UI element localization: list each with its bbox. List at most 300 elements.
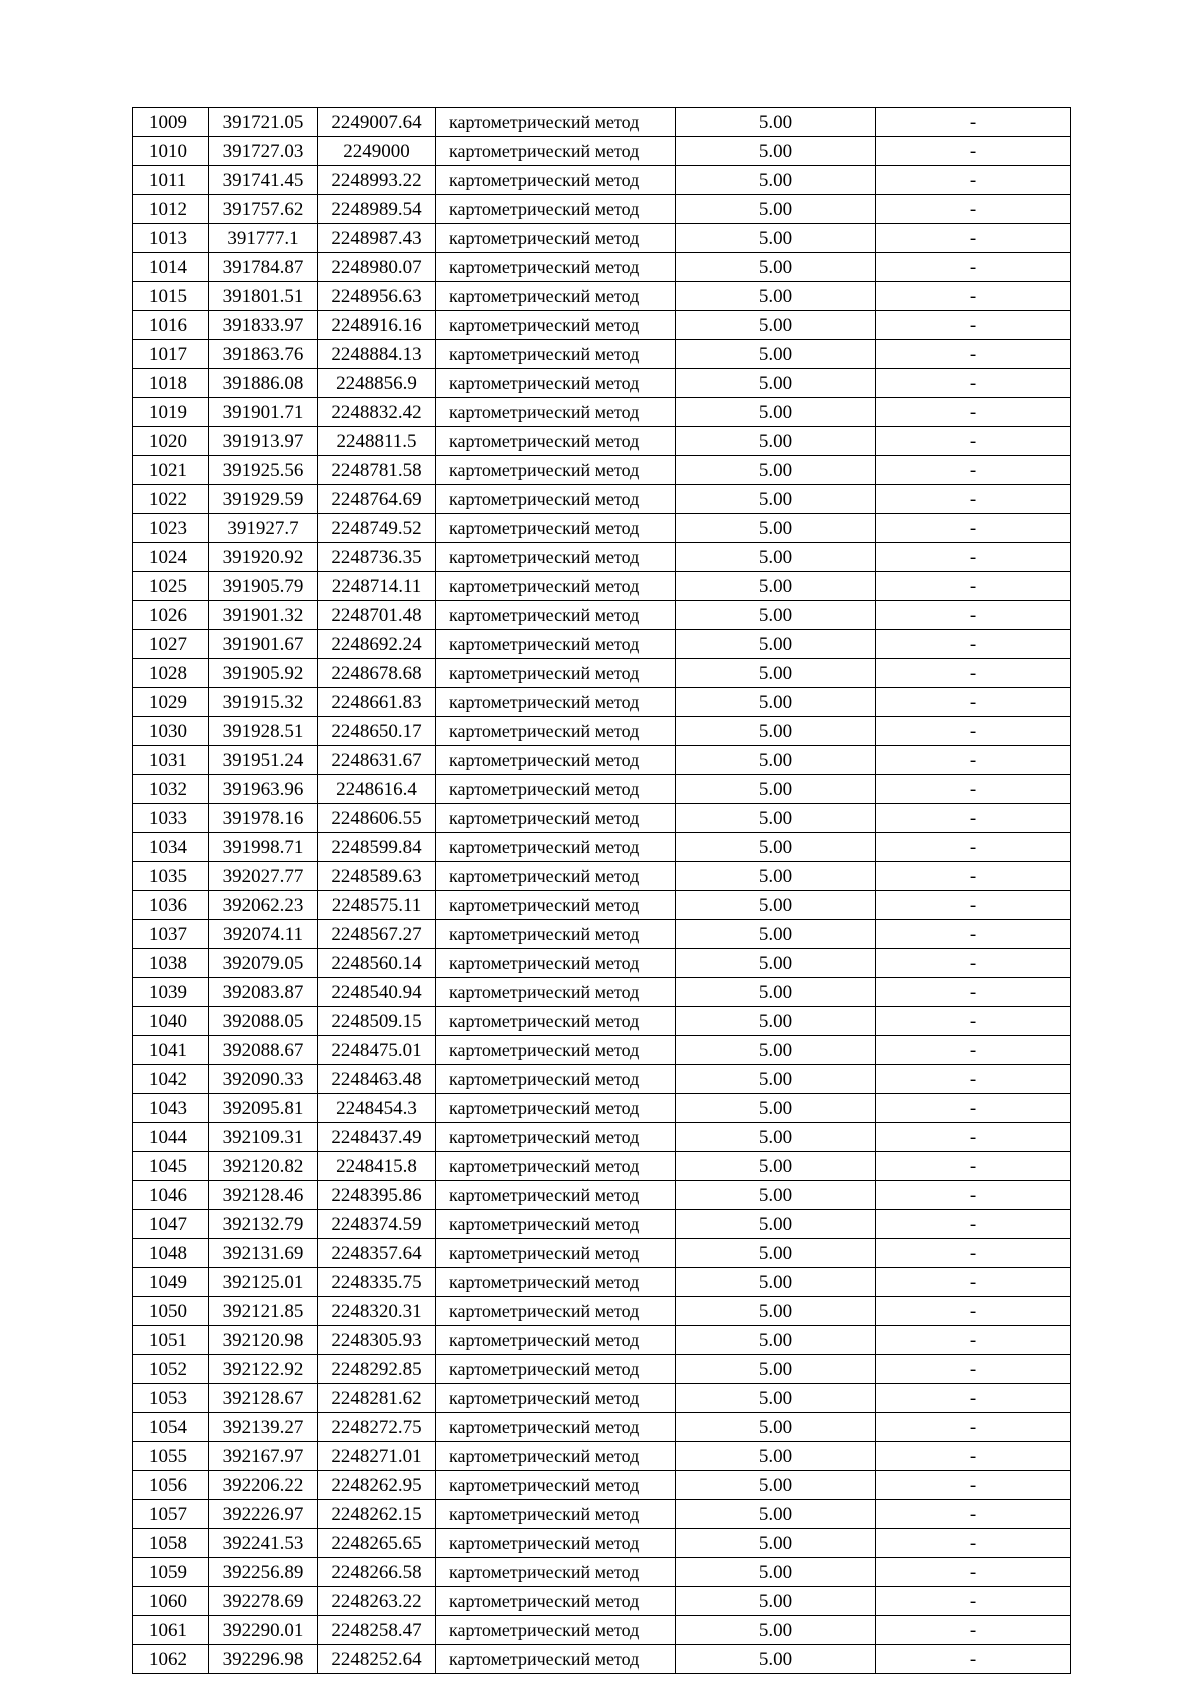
y-coordinate-cell: 2248509.15 <box>318 1007 436 1036</box>
x-coordinate-cell: 391929.59 <box>209 485 318 514</box>
point-number-cell: 1036 <box>133 891 209 920</box>
x-coordinate-cell: 392062.23 <box>209 891 318 920</box>
note-cell: - <box>876 1326 1071 1355</box>
x-coordinate-cell: 392167.97 <box>209 1442 318 1471</box>
method-cell: картометрический метод <box>436 1036 676 1065</box>
accuracy-cell: 5.00 <box>676 1500 876 1529</box>
point-number-cell: 1054 <box>133 1413 209 1442</box>
point-number-cell: 1013 <box>133 224 209 253</box>
point-number-cell: 1030 <box>133 717 209 746</box>
x-coordinate-cell: 391901.32 <box>209 601 318 630</box>
method-cell: картометрический метод <box>436 601 676 630</box>
note-cell: - <box>876 1355 1071 1384</box>
point-number-cell: 1041 <box>133 1036 209 1065</box>
method-cell: картометрический метод <box>436 369 676 398</box>
table-row <box>133 108 1071 137</box>
accuracy-cell: 5.00 <box>676 630 876 659</box>
y-coordinate-cell: 2248980.07 <box>318 253 436 282</box>
note-cell: - <box>876 311 1071 340</box>
y-coordinate-cell: 2248764.69 <box>318 485 436 514</box>
x-coordinate-cell: 392206.22 <box>209 1471 318 1500</box>
x-coordinate-cell: 391886.08 <box>209 369 318 398</box>
y-coordinate-cell: 2248616.4 <box>318 775 436 804</box>
method-cell: картометрический метод <box>436 746 676 775</box>
y-coordinate-cell: 2248884.13 <box>318 340 436 369</box>
point-number-cell: 1027 <box>133 630 209 659</box>
x-coordinate-cell: 392083.87 <box>209 978 318 1007</box>
point-number-cell: 1018 <box>133 369 209 398</box>
table-row <box>133 514 1071 543</box>
x-coordinate-cell: 391920.92 <box>209 543 318 572</box>
note-cell: - <box>876 166 1071 195</box>
point-number-cell: 1016 <box>133 311 209 340</box>
method-cell: картометрический метод <box>436 862 676 891</box>
x-coordinate-cell: 391727.03 <box>209 137 318 166</box>
x-coordinate-cell: 392290.01 <box>209 1616 318 1645</box>
note-cell: - <box>876 398 1071 427</box>
y-coordinate-cell: 2248266.58 <box>318 1558 436 1587</box>
x-coordinate-cell: 391784.87 <box>209 253 318 282</box>
x-coordinate-cell: 392027.77 <box>209 862 318 891</box>
table-row <box>133 1587 1071 1616</box>
point-number-cell: 1055 <box>133 1442 209 1471</box>
point-number-cell: 1043 <box>133 1094 209 1123</box>
accuracy-cell: 5.00 <box>676 108 876 137</box>
method-cell: картометрический метод <box>436 775 676 804</box>
note-cell: - <box>876 485 1071 514</box>
note-cell: - <box>876 1152 1071 1181</box>
x-coordinate-cell: 391913.97 <box>209 427 318 456</box>
table-row <box>133 1036 1071 1065</box>
point-number-cell: 1019 <box>133 398 209 427</box>
y-coordinate-cell: 2248475.01 <box>318 1036 436 1065</box>
point-number-cell: 1060 <box>133 1587 209 1616</box>
method-cell: картометрический метод <box>436 1152 676 1181</box>
accuracy-cell: 5.00 <box>676 1152 876 1181</box>
method-cell: картометрический метод <box>436 1587 676 1616</box>
note-cell: - <box>876 1036 1071 1065</box>
x-coordinate-cell: 392226.97 <box>209 1500 318 1529</box>
x-coordinate-cell: 392079.05 <box>209 949 318 978</box>
accuracy-cell: 5.00 <box>676 485 876 514</box>
table-row <box>133 166 1071 195</box>
table-row <box>133 1558 1071 1587</box>
x-coordinate-cell: 391777.1 <box>209 224 318 253</box>
y-coordinate-cell: 2248454.3 <box>318 1094 436 1123</box>
point-number-cell: 1024 <box>133 543 209 572</box>
accuracy-cell: 5.00 <box>676 369 876 398</box>
y-coordinate-cell: 2248575.11 <box>318 891 436 920</box>
table-row <box>133 282 1071 311</box>
y-coordinate-cell: 2248856.9 <box>318 369 436 398</box>
accuracy-cell: 5.00 <box>676 746 876 775</box>
y-coordinate-cell: 2248692.24 <box>318 630 436 659</box>
point-number-cell: 1053 <box>133 1384 209 1413</box>
point-number-cell: 1062 <box>133 1645 209 1674</box>
table-row <box>133 195 1071 224</box>
y-coordinate-cell: 2248560.14 <box>318 949 436 978</box>
accuracy-cell: 5.00 <box>676 1268 876 1297</box>
note-cell: - <box>876 1413 1071 1442</box>
table-row <box>133 978 1071 1007</box>
y-coordinate-cell: 2248258.47 <box>318 1616 436 1645</box>
method-cell: картометрический метод <box>436 137 676 166</box>
note-cell: - <box>876 1210 1071 1239</box>
method-cell: картометрический метод <box>436 224 676 253</box>
accuracy-cell: 5.00 <box>676 1471 876 1500</box>
method-cell: картометрический метод <box>436 833 676 862</box>
accuracy-cell: 5.00 <box>676 775 876 804</box>
x-coordinate-cell: 391901.71 <box>209 398 318 427</box>
method-cell: картометрический метод <box>436 1065 676 1094</box>
method-cell: картометрический метод <box>436 543 676 572</box>
note-cell: - <box>876 108 1071 137</box>
note-cell: - <box>876 659 1071 688</box>
point-number-cell: 1058 <box>133 1529 209 1558</box>
table-row <box>133 1442 1071 1471</box>
note-cell: - <box>876 1616 1071 1645</box>
point-number-cell: 1044 <box>133 1123 209 1152</box>
method-cell: картометрический метод <box>436 1529 676 1558</box>
x-coordinate-cell: 392132.79 <box>209 1210 318 1239</box>
y-coordinate-cell: 2248265.65 <box>318 1529 436 1558</box>
table-row <box>133 1297 1071 1326</box>
table-row <box>133 949 1071 978</box>
point-number-cell: 1023 <box>133 514 209 543</box>
method-cell: картометрический метод <box>436 340 676 369</box>
method-cell: картометрический метод <box>436 1471 676 1500</box>
x-coordinate-cell: 392131.69 <box>209 1239 318 1268</box>
x-coordinate-cell: 391925.56 <box>209 456 318 485</box>
y-coordinate-cell: 2248540.94 <box>318 978 436 1007</box>
method-cell: картометрический метод <box>436 514 676 543</box>
y-coordinate-cell: 2248916.16 <box>318 311 436 340</box>
method-cell: картометрический метод <box>436 920 676 949</box>
table-row <box>133 253 1071 282</box>
x-coordinate-cell: 391721.05 <box>209 108 318 137</box>
point-number-cell: 1009 <box>133 108 209 137</box>
method-cell: картометрический метод <box>436 1181 676 1210</box>
table-row <box>133 1529 1071 1558</box>
note-cell: - <box>876 1500 1071 1529</box>
method-cell: картометрический метод <box>436 1384 676 1413</box>
y-coordinate-cell: 2248272.75 <box>318 1413 436 1442</box>
method-cell: картометрический метод <box>436 398 676 427</box>
note-cell: - <box>876 630 1071 659</box>
accuracy-cell: 5.00 <box>676 572 876 601</box>
point-number-cell: 1051 <box>133 1326 209 1355</box>
accuracy-cell: 5.00 <box>676 717 876 746</box>
table-row <box>133 688 1071 717</box>
note-cell: - <box>876 833 1071 862</box>
table-row <box>133 456 1071 485</box>
y-coordinate-cell: 2248395.86 <box>318 1181 436 1210</box>
accuracy-cell: 5.00 <box>676 1007 876 1036</box>
method-cell: картометрический метод <box>436 108 676 137</box>
note-cell: - <box>876 1442 1071 1471</box>
note-cell: - <box>876 1558 1071 1587</box>
method-cell: картометрический метод <box>436 1210 676 1239</box>
x-coordinate-cell: 391863.76 <box>209 340 318 369</box>
point-number-cell: 1059 <box>133 1558 209 1587</box>
table-row <box>133 630 1071 659</box>
note-cell: - <box>876 949 1071 978</box>
method-cell: картометрический метод <box>436 630 676 659</box>
point-number-cell: 1017 <box>133 340 209 369</box>
accuracy-cell: 5.00 <box>676 804 876 833</box>
y-coordinate-cell: 2248589.63 <box>318 862 436 891</box>
accuracy-cell: 5.00 <box>676 224 876 253</box>
method-cell: картометрический метод <box>436 311 676 340</box>
y-coordinate-cell: 2248599.84 <box>318 833 436 862</box>
y-coordinate-cell: 2248374.59 <box>318 1210 436 1239</box>
accuracy-cell: 5.00 <box>676 1587 876 1616</box>
x-coordinate-cell: 392128.46 <box>209 1181 318 1210</box>
accuracy-cell: 5.00 <box>676 862 876 891</box>
table-row <box>133 1094 1071 1123</box>
table-row <box>133 659 1071 688</box>
point-number-cell: 1035 <box>133 862 209 891</box>
y-coordinate-cell: 2248281.62 <box>318 1384 436 1413</box>
table-row <box>133 485 1071 514</box>
x-coordinate-cell: 392095.81 <box>209 1094 318 1123</box>
note-cell: - <box>876 427 1071 456</box>
accuracy-cell: 5.00 <box>676 1094 876 1123</box>
method-cell: картометрический метод <box>436 1413 676 1442</box>
note-cell: - <box>876 369 1071 398</box>
x-coordinate-cell: 391928.51 <box>209 717 318 746</box>
accuracy-cell: 5.00 <box>676 166 876 195</box>
note-cell: - <box>876 1268 1071 1297</box>
table-row <box>133 746 1071 775</box>
accuracy-cell: 5.00 <box>676 1326 876 1355</box>
y-coordinate-cell: 2248631.67 <box>318 746 436 775</box>
table-row <box>133 1355 1071 1384</box>
point-number-cell: 1049 <box>133 1268 209 1297</box>
accuracy-cell: 5.00 <box>676 398 876 427</box>
point-number-cell: 1031 <box>133 746 209 775</box>
note-cell: - <box>876 253 1071 282</box>
method-cell: картометрический метод <box>436 891 676 920</box>
y-coordinate-cell: 2249000 <box>318 137 436 166</box>
point-number-cell: 1050 <box>133 1297 209 1326</box>
table-row <box>133 572 1071 601</box>
accuracy-cell: 5.00 <box>676 1645 876 1674</box>
accuracy-cell: 5.00 <box>676 1384 876 1413</box>
accuracy-cell: 5.00 <box>676 1616 876 1645</box>
method-cell: картометрический метод <box>436 195 676 224</box>
accuracy-cell: 5.00 <box>676 659 876 688</box>
y-coordinate-cell: 2248956.63 <box>318 282 436 311</box>
y-coordinate-cell: 2248714.11 <box>318 572 436 601</box>
point-number-cell: 1029 <box>133 688 209 717</box>
point-number-cell: 1040 <box>133 1007 209 1036</box>
accuracy-cell: 5.00 <box>676 833 876 862</box>
table-row <box>133 1268 1071 1297</box>
point-number-cell: 1012 <box>133 195 209 224</box>
method-cell: картометрический метод <box>436 688 676 717</box>
x-coordinate-cell: 391951.24 <box>209 746 318 775</box>
point-number-cell: 1022 <box>133 485 209 514</box>
table-row <box>133 717 1071 746</box>
method-cell: картометрический метод <box>436 949 676 978</box>
table-row <box>133 1471 1071 1500</box>
y-coordinate-cell: 2248832.42 <box>318 398 436 427</box>
note-cell: - <box>876 920 1071 949</box>
method-cell: картометрический метод <box>436 1007 676 1036</box>
method-cell: картометрический метод <box>436 1326 676 1355</box>
x-coordinate-cell: 392074.11 <box>209 920 318 949</box>
note-cell: - <box>876 1181 1071 1210</box>
point-number-cell: 1038 <box>133 949 209 978</box>
table-row <box>133 1007 1071 1036</box>
x-coordinate-cell: 392120.82 <box>209 1152 318 1181</box>
note-cell: - <box>876 572 1071 601</box>
x-coordinate-cell: 392120.98 <box>209 1326 318 1355</box>
note-cell: - <box>876 282 1071 311</box>
y-coordinate-cell: 2248262.95 <box>318 1471 436 1500</box>
table-row <box>133 369 1071 398</box>
method-cell: картометрический метод <box>436 1616 676 1645</box>
table-row <box>133 543 1071 572</box>
y-coordinate-cell: 2248749.52 <box>318 514 436 543</box>
table-row <box>133 398 1071 427</box>
point-number-cell: 1033 <box>133 804 209 833</box>
x-coordinate-cell: 392139.27 <box>209 1413 318 1442</box>
accuracy-cell: 5.00 <box>676 1355 876 1384</box>
table-row <box>133 1413 1071 1442</box>
accuracy-cell: 5.00 <box>676 978 876 1007</box>
accuracy-cell: 5.00 <box>676 427 876 456</box>
note-cell: - <box>876 1645 1071 1674</box>
point-number-cell: 1061 <box>133 1616 209 1645</box>
x-coordinate-cell: 392109.31 <box>209 1123 318 1152</box>
note-cell: - <box>876 862 1071 891</box>
accuracy-cell: 5.00 <box>676 195 876 224</box>
point-number-cell: 1056 <box>133 1471 209 1500</box>
x-coordinate-cell: 391833.97 <box>209 311 318 340</box>
note-cell: - <box>876 1007 1071 1036</box>
table-row <box>133 1123 1071 1152</box>
accuracy-cell: 5.00 <box>676 1558 876 1587</box>
y-coordinate-cell: 2248271.01 <box>318 1442 436 1471</box>
table-row <box>133 1239 1071 1268</box>
y-coordinate-cell: 2248263.22 <box>318 1587 436 1616</box>
x-coordinate-cell: 391905.92 <box>209 659 318 688</box>
note-cell: - <box>876 891 1071 920</box>
y-coordinate-cell: 2248437.49 <box>318 1123 436 1152</box>
y-coordinate-cell: 2248292.85 <box>318 1355 436 1384</box>
method-cell: картометрический метод <box>436 1297 676 1326</box>
point-number-cell: 1042 <box>133 1065 209 1094</box>
point-number-cell: 1039 <box>133 978 209 1007</box>
method-cell: картометрический метод <box>436 456 676 485</box>
note-cell: - <box>876 1384 1071 1413</box>
x-coordinate-cell: 391801.51 <box>209 282 318 311</box>
y-coordinate-cell: 2248993.22 <box>318 166 436 195</box>
method-cell: картометрический метод <box>436 1442 676 1471</box>
method-cell: картометрический метод <box>436 978 676 1007</box>
method-cell: картометрический метод <box>436 166 676 195</box>
point-number-cell: 1014 <box>133 253 209 282</box>
point-number-cell: 1046 <box>133 1181 209 1210</box>
note-cell: - <box>876 804 1071 833</box>
x-coordinate-cell: 392088.67 <box>209 1036 318 1065</box>
y-coordinate-cell: 2248415.8 <box>318 1152 436 1181</box>
method-cell: картометрический метод <box>436 1355 676 1384</box>
y-coordinate-cell: 2248811.5 <box>318 427 436 456</box>
accuracy-cell: 5.00 <box>676 688 876 717</box>
y-coordinate-cell: 2248305.93 <box>318 1326 436 1355</box>
accuracy-cell: 5.00 <box>676 1181 876 1210</box>
y-coordinate-cell: 2248262.15 <box>318 1500 436 1529</box>
point-number-cell: 1048 <box>133 1239 209 1268</box>
point-number-cell: 1021 <box>133 456 209 485</box>
method-cell: картометрический метод <box>436 659 676 688</box>
table-row <box>133 862 1071 891</box>
x-coordinate-cell: 391963.96 <box>209 775 318 804</box>
table-row <box>133 1645 1071 1674</box>
table-row <box>133 1616 1071 1645</box>
x-coordinate-cell: 391757.62 <box>209 195 318 224</box>
method-cell: картометрический метод <box>436 717 676 746</box>
note-cell: - <box>876 1239 1071 1268</box>
x-coordinate-cell: 391998.71 <box>209 833 318 862</box>
table-row <box>133 427 1071 456</box>
x-coordinate-cell: 391915.32 <box>209 688 318 717</box>
table-row <box>133 1065 1071 1094</box>
table-row <box>133 137 1071 166</box>
accuracy-cell: 5.00 <box>676 543 876 572</box>
y-coordinate-cell: 2248357.64 <box>318 1239 436 1268</box>
note-cell: - <box>876 717 1071 746</box>
note-cell: - <box>876 137 1071 166</box>
y-coordinate-cell: 2248701.48 <box>318 601 436 630</box>
table-row <box>133 920 1071 949</box>
note-cell: - <box>876 1065 1071 1094</box>
note-cell: - <box>876 746 1071 775</box>
accuracy-cell: 5.00 <box>676 1442 876 1471</box>
x-coordinate-cell: 391905.79 <box>209 572 318 601</box>
accuracy-cell: 5.00 <box>676 891 876 920</box>
x-coordinate-cell: 392296.98 <box>209 1645 318 1674</box>
accuracy-cell: 5.00 <box>676 282 876 311</box>
table-row <box>133 1326 1071 1355</box>
point-number-cell: 1015 <box>133 282 209 311</box>
y-coordinate-cell: 2248320.31 <box>318 1297 436 1326</box>
note-cell: - <box>876 688 1071 717</box>
y-coordinate-cell: 2248606.55 <box>318 804 436 833</box>
note-cell: - <box>876 1297 1071 1326</box>
note-cell: - <box>876 601 1071 630</box>
accuracy-cell: 5.00 <box>676 949 876 978</box>
note-cell: - <box>876 1587 1071 1616</box>
table-row <box>133 601 1071 630</box>
note-cell: - <box>876 340 1071 369</box>
accuracy-cell: 5.00 <box>676 1529 876 1558</box>
accuracy-cell: 5.00 <box>676 920 876 949</box>
accuracy-cell: 5.00 <box>676 601 876 630</box>
table-row <box>133 891 1071 920</box>
point-number-cell: 1011 <box>133 166 209 195</box>
accuracy-cell: 5.00 <box>676 311 876 340</box>
x-coordinate-cell: 392241.53 <box>209 1529 318 1558</box>
x-coordinate-cell: 392090.33 <box>209 1065 318 1094</box>
point-number-cell: 1052 <box>133 1355 209 1384</box>
point-number-cell: 1032 <box>133 775 209 804</box>
accuracy-cell: 5.00 <box>676 1065 876 1094</box>
method-cell: картометрический метод <box>436 1558 676 1587</box>
